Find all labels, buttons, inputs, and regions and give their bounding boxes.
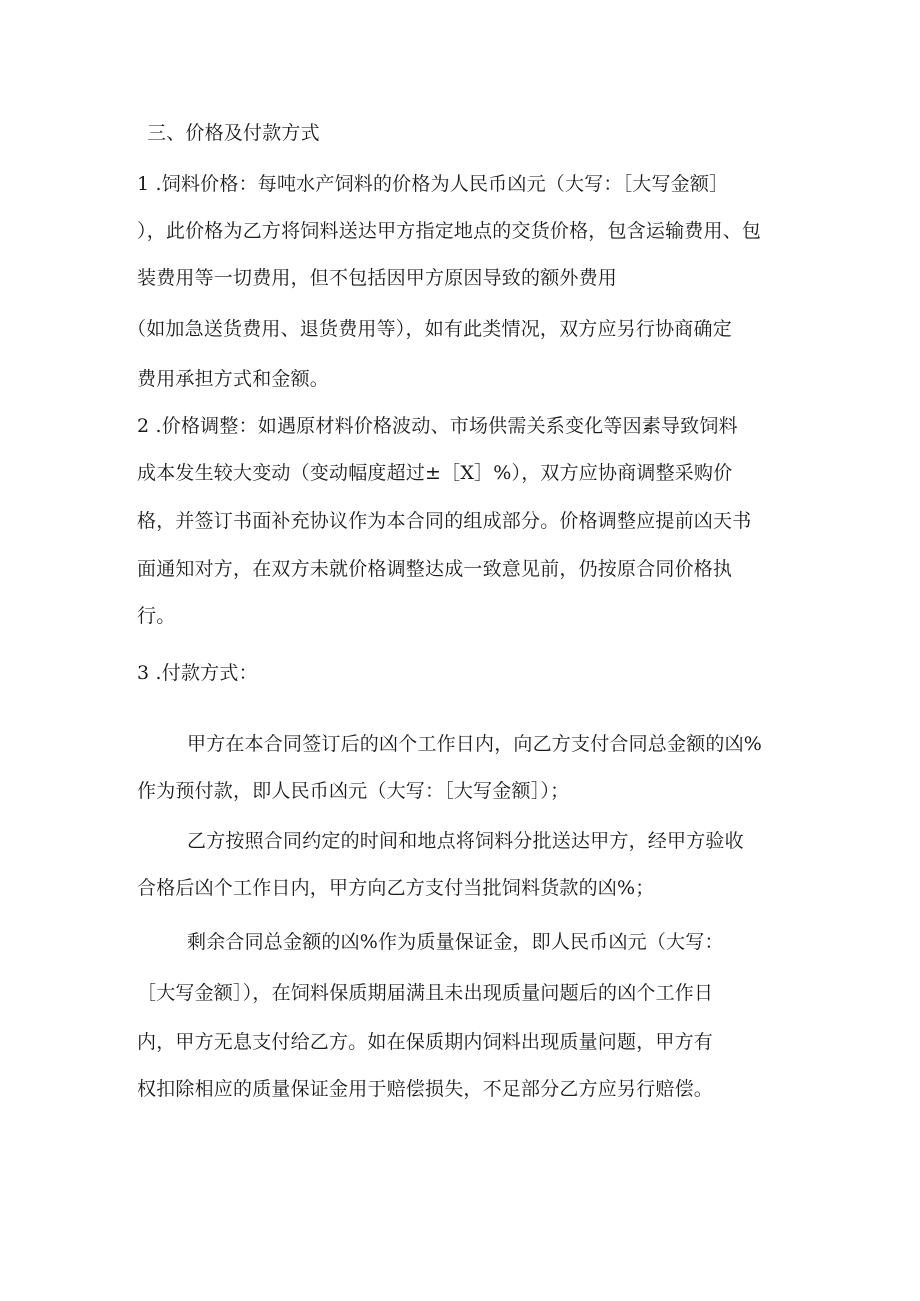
item1-line3: 装费用等一切费用，但不包括因甲方原因导致的额外费用 bbox=[137, 267, 618, 289]
item2-line2: 成本发生较大变动（变动幅度超过±［X］%），双方应协商调整采购价 bbox=[137, 462, 733, 484]
item1-line5: 费用承担方式和金额。 bbox=[137, 368, 330, 390]
item3-p2-line2: 合格后凶个工作日内，甲方向乙方支付当批饲料货款的凶%； bbox=[137, 877, 655, 899]
item3-p3-line4: 权扣除相应的质量保证金用于赔偿损失，不足部分乙方应另行赔偿。 bbox=[137, 1078, 714, 1100]
item3-p3-line1: 剩余合同总金额的凶%作为质量保证金，即人民币凶元（大写： bbox=[187, 931, 724, 953]
item1-line1: 1 .饲料价格：每吨水产饲料的价格为人民币凶元（大写：［大写金额］ bbox=[137, 173, 729, 195]
item2-line3: 格，并签订书面补充协议作为本合同的组成部分。价格调整应提前凶天书 bbox=[137, 510, 752, 532]
item3-heading: 3 .付款方式： bbox=[137, 662, 258, 684]
item1-line2: ），此价格为乙方将饲料送达甲方指定地点的交货价格，包含运输费用、包 bbox=[137, 220, 762, 242]
item1-line4: （如加急送货费用、退货费用等），如有此类情况，双方应另行协商确定 bbox=[127, 318, 732, 340]
item2-line1: 2 .价格调整：如遇原材料价格波动、市场供需关系变化等因素导致饲料 bbox=[137, 415, 738, 437]
item3-p2-line1: 乙方按照合同约定的时间和地点将饲料分批送达甲方，经甲方验收 bbox=[187, 830, 744, 852]
item2-line5: 行。 bbox=[137, 605, 176, 627]
item3-p3-line2: ［大写金额］），在饲料保质期届满且未出现质量问题后的凶个工作日 bbox=[137, 982, 714, 1004]
item3-p1-line2: 作为预付款，即人民币凶元（大写：［大写金额］）； bbox=[137, 780, 570, 802]
section-title: 三、价格及付款方式 bbox=[147, 122, 320, 144]
item3-p1-line1: 甲方在本合同签订后的凶个工作日内，向乙方支付合同总金额的凶% bbox=[187, 733, 763, 755]
item2-line4: 面通知对方，在双方未就价格调整达成一致意见前，仍按原合同价格执 bbox=[137, 558, 733, 580]
item3-p3-line3: 内，甲方无息支付给乙方。如在保质期内饲料出现质量问题，甲方有 bbox=[137, 1031, 714, 1053]
